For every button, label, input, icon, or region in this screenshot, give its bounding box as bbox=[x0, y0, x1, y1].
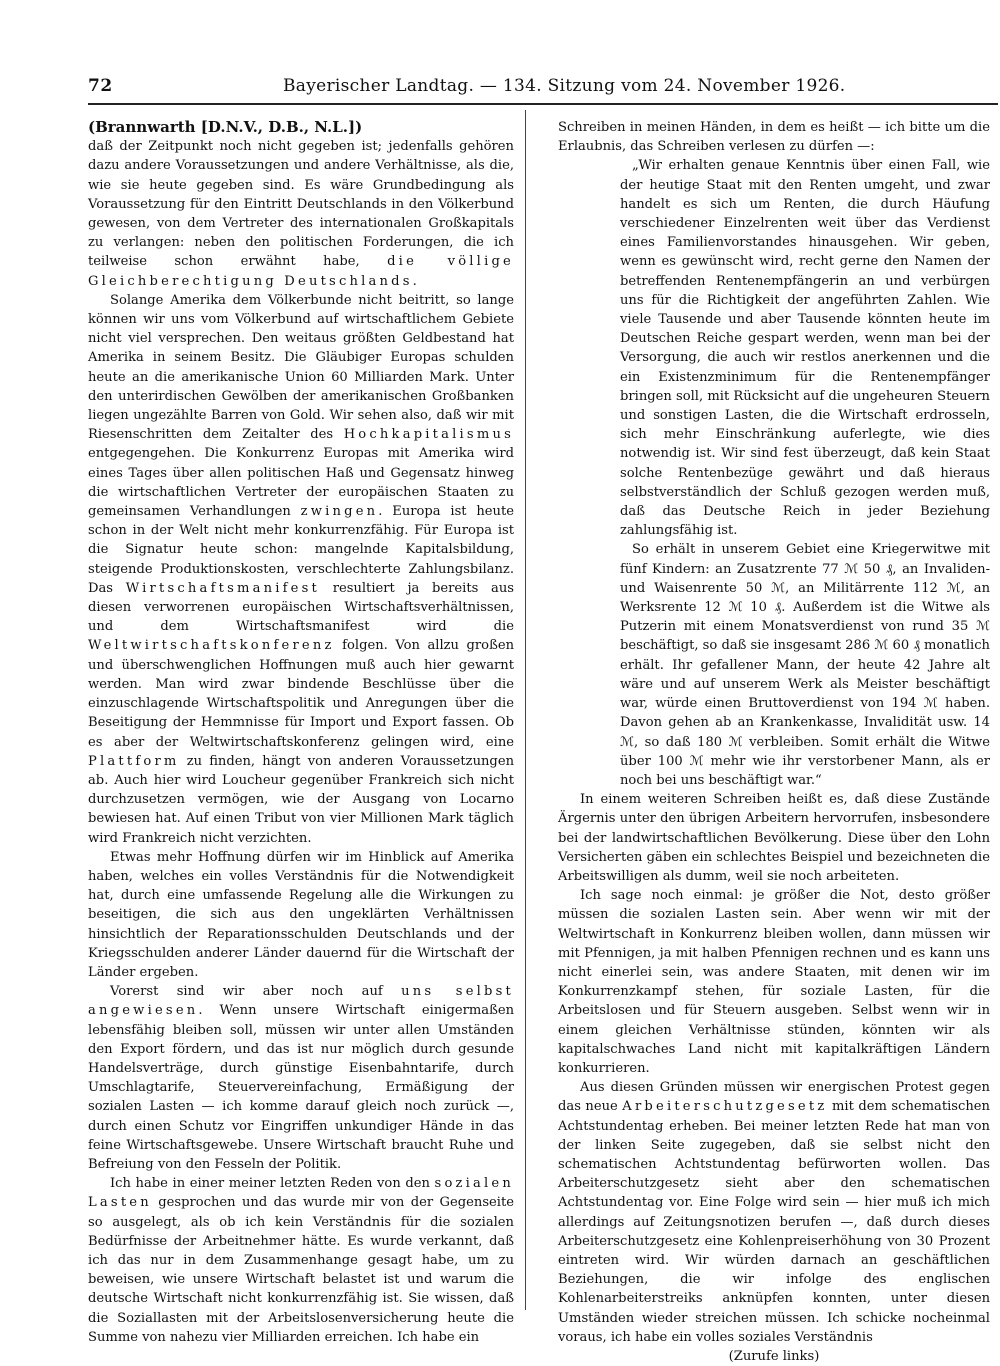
spaced-emphasis: Hochkapitalismus bbox=[343, 427, 514, 443]
body-paragraph bbox=[88, 137, 514, 291]
body-paragraph bbox=[88, 848, 514, 982]
body-paragraph bbox=[558, 1078, 990, 1347]
text-run: mit dem schematischen Achtstundentag erheben. Bei meiner letzten Rede hat man von der linken Seite zugegeben, daß sie selbst nicht den schematischen Achtstundentag befürworten wollen. Das Arbeiterschutzgesetz sieht aber den schematischen Achtstundentag vor. Eine Folge wird sein — hier muß ich mich allerdings auf Zeitungsnotizen berufen —, daß durch dieses Arbeiterschutzgesetz eine Kohlenpreiserhöhung von 30 Prozent eintreten wird. Wir würden darnach an geschäftlichen Beziehungen, die wir infolge des englischen Kohlenarbeiterstreiks anknüpfen konnten, unter diesen Umständen wieder streichen müssen. Ich schicke nocheinmal voraus, ich habe ein volles soziales Verständnis bbox=[558, 1099, 990, 1345]
text-run: gesprochen und das wurde mir von der Gegenseite so ausgelegt, als ob ich kein Verständnis für die sozialen Bedürfnisse der Arbeitnehmer hätte. Es wurde verkannt, daß ich das nur in dem Zusammenhange gesagt habe, um zu beweisen, wie unsere Wirtschaft belastet ist und warum die deutsche Wirtschaft nicht konkurrenzfähig ist. Sie wissen, daß die Soziallasten mit der Arbeitslosenversicherung heute die Summe von nahezu vier Milliarden erreichen. Ich habe ein bbox=[88, 1195, 514, 1345]
header-rule bbox=[88, 103, 998, 105]
text-run: Etwas mehr Hoffnung dürfen wir im Hinblick auf Amerika haben, welches ein volles Verständnis für die Notwendigkeit hat, durch eine umfassende Regelung alle die Wirkungen zu beseitigen, die sich aus den ungeklärten Verhältnissen hinsichtlich der Reparationsschulden Deutschlands und der Kriegsschulden anderer Länder dauernd für die Wirtschaft der Länder ergeben. bbox=[88, 849, 514, 980]
quoted-letter bbox=[620, 156, 990, 790]
body-paragraph bbox=[88, 1174, 514, 1347]
text-run: In einem weiteren Schreiben heißt es, daß diese Zustände Ärgernis unter den übrigen Arbeitern hervorrufen, insbesondere bei der landwirtschaftlichen Bevölkerung. Diese über den Lohn Versicherten gäben ein schlechtes Beispiel und bezeichneten die Arbeitswilligen als dumm, weil sie noch arbeiteten. bbox=[558, 792, 990, 884]
text-run: resultiert ja bereits aus diesen verworrenen europäischen Wirtschaftsverhältnissen, und dem Wirtschaftsmanifest wird die bbox=[88, 580, 515, 635]
body-paragraph bbox=[88, 982, 514, 1174]
spaced-emphasis: Plattform bbox=[88, 753, 180, 769]
page-header bbox=[88, 76, 998, 102]
right-column bbox=[558, 118, 990, 1366]
spaced-emphasis: Arbeiterschutzgesetz bbox=[622, 1099, 828, 1115]
text-run: Solange Amerika dem Völkerbunde nicht beitritt, so lange können wir uns vom Völkerbund auf wirtschaftlichem Gebiete nicht viel versprechen. Den weitaus größten Geldbestand hat Amerika in seinem Besitz. Die Gläubiger Europas schulden heute an die amerikanische Union 60 Milliarden Mark. Unter den unterirdischen Gewölben der amerikanischen Großbanken liegen ungezählte Barren von Gold. Wir sehen also, daß wir mit Riesenschritten dem Zeitalter des bbox=[88, 292, 514, 443]
text-run: Aus diesen Gründen müssen wir energischen Protest gegen das neue bbox=[558, 1080, 990, 1115]
text-run: . bbox=[412, 273, 417, 289]
running-title: Bayerischer Landtag. — 134. Sitzung vom 24. November 1926. bbox=[283, 76, 846, 96]
interjection: (Zurufe links) bbox=[728, 1349, 820, 1364]
text-run: entgegengehen. Die Konkurrenz Europas mit Amerika wird eines Tages über allen politischen Haß und Gegensatz hinweg die wirtschaftlichen Vertreter der europäischen Staaten zu gemeinsamen Verhandlungen bbox=[88, 446, 514, 520]
text-run: . Wenn unsere Wirtschaft einigermaßen lebensfähig bleiben soll, müssen wir unter allen Umständen den Export fördern, und das ist nur möglich durch gesunde Handelsverträge, durch günstige Eisenbahntarife, durch Umschlagtarife, Steuervereinfachung, Ermäßigung der sozialen Lasten — ich komme darauf gleich noch zurück —, durch einen Schutz vor Eingriffen unkundiger Hände in das feine Wirtschaftsgewebe. Unsere Wirtschaft braucht Ruhe und Befreiung von den Fesseln der Politik. bbox=[88, 1003, 514, 1172]
text-run: Vorerst sind wir aber noch auf bbox=[110, 984, 402, 1000]
left-column bbox=[88, 118, 514, 1347]
text-run: daß der Zeitpunkt noch nicht gegeben ist; jedenfalls gehören dazu andere Voraussetzungen und andere Verhältnisse, als die, wie sie heute gegeben sind. Es wäre Grundbedingung als Voraussetzung für den Eintritt Deutschlands in den Völkerbund gewesen, von dem Vertreter des internationalen Großkapitals zu verlangen: neben den politischen Forderungen, die ich teilweise schon erwähnt habe, bbox=[88, 139, 514, 270]
body-paragraph bbox=[558, 886, 990, 1078]
text-run: . Europa ist heute schon in der Welt nicht mehr konkurrenzfähig. Für Europa ist die Signatur heute schon: mangelnde Kapitalsbildung, steigende Produktionskosten, verschlechterte Zahlungsbilanz. Das bbox=[88, 504, 515, 596]
body-paragraph bbox=[558, 790, 990, 886]
quote-paragraph: „Wir erhalten genaue Kenntnis über einen Fall, wie der heutige Staat mit den Renten umgeht, und zwar handelt es sich um Renten, die durch Häufung verschiedener Einzelrenten weit über das Verdienst eines Familienvorstandes hinausgehen. Wir geben, wenn es gewünscht wird, recht gerne den Namen der betreffenden Rentenempfängerin an und verbürgen uns für die Richtigkeit der angeführten Zahlen. Wie viele Tausende und aber Tausende könnten heute im Deutschen Reiche gespart werden, wenn man bei der Versorgung, die auch wir restlos anerkennen und die ein Existenzminimum für die Rentenempfänger bringen soll, mit Rücksicht auf die ungeheuren Steuern und sonstigen Lasten, die die Wirtschaft erdrosseln, sich mehr Einschränkung auferlegte, wie dies notwendig ist. Wir sind fest überzeugt, daß kein Staat solche Rentenbezüge gewährt und daß hieraus selbstverständlich der Schluß gezogen werden muß, daß das Deutsche Reich in jeder Beziehung zahlungsfähig ist. bbox=[620, 158, 990, 539]
column-divider bbox=[525, 110, 526, 1310]
text-run: Ich habe in einer meiner letzten Reden von den bbox=[110, 1176, 435, 1192]
spaced-emphasis: Wirtschaftsmanifest bbox=[125, 580, 321, 596]
spaced-emphasis: sozialen Lasten bbox=[88, 1176, 514, 1211]
speaker-heading: (Brannwarth [D.N.V., D.B., N.L.]) bbox=[88, 118, 363, 136]
body-paragraph bbox=[88, 291, 514, 848]
spaced-emphasis: uns selbst angewiesen bbox=[88, 984, 514, 1019]
left-paragraphs bbox=[88, 137, 514, 1347]
spaced-emphasis: die völlige Gleichberechtigung Deutschlands bbox=[88, 254, 514, 289]
text-run: zu finden, hängt von anderen Voraussetzungen ab. Auch hier wird Loucheur gegenüber Frankreich sich nicht durchzusetzen vermögen, wie der Ausgang von Locarno bewiesen hat. Auf einen Tribut von vier Millionen Mark täglich wird Frankreich nicht verzichten. bbox=[88, 753, 514, 846]
quote-paragraph: So erhält in unserem Gebiet eine Kriegerwitwe mit fünf Kindern: an Zusatzrente 77 ℳ 50 ₰, an Invaliden- und Waisenrente 50 ℳ, an Militärrente 112 ℳ, an Werksrente 12 ℳ 10 ₰. Außerdem ist die Witwe als Putzerin mit einem Monatsverdienst von rund 35 ℳ beschäftigt, so daß sie insgesamt 286 ℳ 60 ₰ monatlich erhält. Ihr gefallener Mann, der heute 42 Jahre alt wäre und auf unserem Werk als Meister beschäftigt war, würde einen Bruttoverdienst von 194 ℳ haben. Davon gehen ab an Krankenkasse, Invalidität usw. 14 ℳ, so daß 180 ℳ verbleiben. Somit erhält die Witwe über 100 ℳ mehr wie ihr verstorbener Mann, als er noch bei uns beschäftigt war.“ bbox=[620, 542, 990, 788]
text-run: Ich sage noch einmal: je größer die Not, desto größer müssen die sozialen Lasten sein. Aber wenn wir mit der Weltwirtschaft in Konkurrenz bleiben wollen, dann müssen wir mit Pfennigen, ja mit halben Pfennigen rechnen und es kann uns nicht einerlei sein, was andere Staaten, mit denen wir im Konkurrenzkampf stehen, für soziale Lasten, für die Arbeitslosen und für Steuern ausgeben. Selbst wenn wir in einem gleichen Verhältnisse stünden, könnten wir als kapitalschwaches Land nicht mit kapitalkräftigen Ländern konkurrieren. bbox=[558, 888, 990, 1076]
text-run: folgen. Von allzu großen und überschwenglichen Hoffnungen muß auch hier gewarnt werden. Man wird zwar bindende Beschlüsse über die einzuschlagende Wirtschaftspolitik und Anregungen über die Beseitigung der Hemmnisse für Import und Export fassen. Ob es aber der Weltwirtschaftskonferenz gelingen wird, eine bbox=[88, 638, 514, 750]
page-number: 72 bbox=[88, 76, 113, 96]
right-paragraphs bbox=[558, 790, 990, 1347]
spaced-emphasis: zwingen bbox=[300, 504, 379, 520]
spaced-emphasis: Weltwirtschaftskonferenz bbox=[88, 638, 335, 654]
letter-intro: Schreiben in meinen Händen, in dem es heißt — ich bitte um die Erlaubnis, das Schreiben verlesen zu dürfen —: bbox=[558, 120, 990, 155]
